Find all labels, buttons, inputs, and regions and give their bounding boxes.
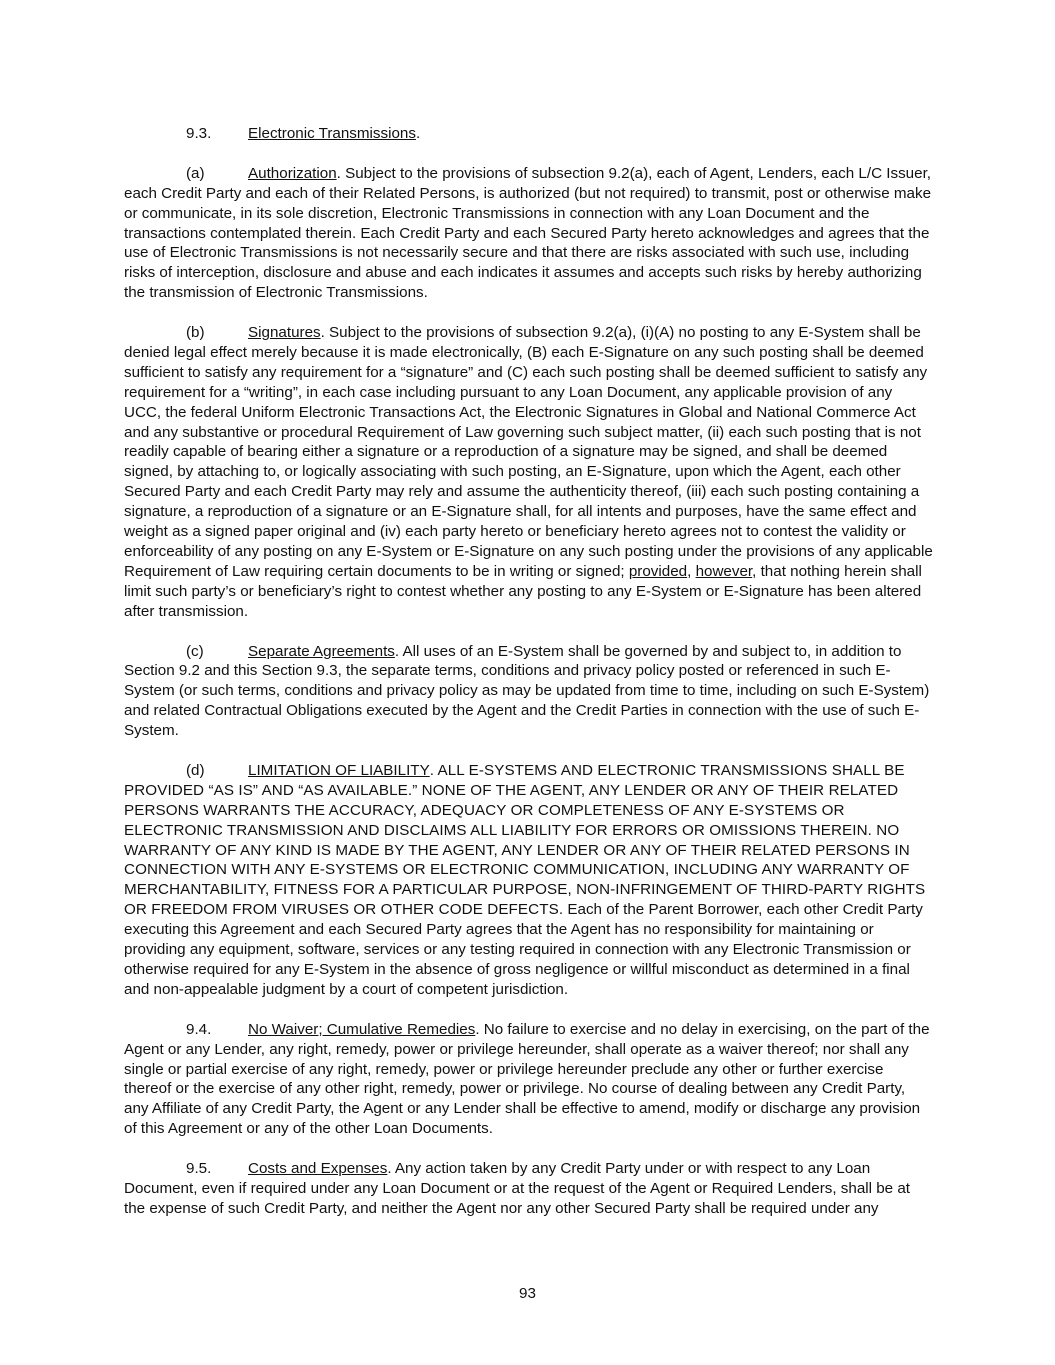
section-9-5: [124, 1159, 933, 1219]
paragraph-body-end: , that nothing herein shall limit such party’s or beneficiary’s right to contest whether any posting to any E-System or E-Signature has been altered after transmission.: [124, 562, 922, 620]
however-term: however: [695, 562, 753, 580]
paragraph-a: [124, 164, 933, 303]
section-number: 9.5.: [186, 1160, 212, 1178]
comma: ,: [687, 562, 696, 580]
paragraph-title: Authorization: [248, 164, 337, 182]
section-title: No Waiver; Cumulative Remedies: [248, 1020, 476, 1038]
paragraph-c: [124, 642, 933, 742]
paragraph-body: Each of the Parent Borrower, each other Credit Party executing this Agreement and each Secured Party agrees that the Agent has no responsibility for maintaining or providing any equipment, software, services or any testing required in connection with any Electronic Transmission or otherwise required for any E-System in the absence of gross negligence or willful misconduct as determined in a final and non-appealable judgment by a court of competent jurisdiction.: [124, 901, 923, 998]
section-body: . Any action taken by any Credit Party under or with respect to any Loan Document, even if required under any Loan Document or at the request of the Agent or Required Lenders, shall be at the expense of such Credit Party, and neither the Agent nor any other Secured Party shall be required under any: [124, 1160, 911, 1217]
paragraph-title: Separate Agreements: [248, 642, 395, 660]
page-number: 93: [519, 1285, 536, 1302]
section-9-3-heading: [124, 124, 933, 144]
section-number: 9.3.: [186, 125, 212, 142]
provided-term: provided: [628, 562, 688, 580]
paragraph-label: (a): [186, 164, 205, 182]
section-title: Costs and Expenses: [248, 1160, 388, 1178]
disclaimer-caps: . ALL E-SYSTEMS AND ELECTRONIC TRANSMISSIONS SHALL BE PROVIDED “AS IS” AND “AS AVAILABLE.” NONE OF THE AGENT, ANY LENDER OR ANY OF THEIR RELATED PERSONS WARRANTS THE ACCURACY, ADEQUACY OR COMPLETENESS OF ANY E-SYSTEMS OR ELECTRONIC TRANSMISSION AND DISCLAIMS ALL LIABILITY FOR ERRORS OR OMISSIONS THEREIN. NO WARRANTY OF ANY KIND IS MADE BY THE AGENT, ANY LENDER OR ANY OF THEIR RELATED PERSONS IN CONNECTION WITH ANY E-SYSTEMS OR ELECTRONIC COMMUNICATION, INCLUDING ANY WARRANTY OF MERCHANTABILITY, FITNESS FOR A PARTICULAR PURPOSE, NON-INFRINGEMENT OF THIRD-PARTY RIGHTS OR FREEDOM FROM VIRUSES OR OTHER CODE DEFECTS.: [124, 761, 926, 919]
paragraph-label: (b): [186, 324, 205, 342]
section-body: . No failure to exercise and no delay in exercising, on the part of the Agent or any Lender, any right, remedy, power or privilege hereunder, shall operate as a waiver thereof; nor shall any single or partial exercise of any right, remedy, power or privilege hereunder preclude any other or further exercise thereof or the exercise of any other right, remedy, power or privilege. No course of dealing between any Credit Party, any Affiliate of any Credit Party, the Agent or any Lender shall be effective to amend, modify or discharge any provision of this Agreement or any of the other Loan Documents.: [124, 1020, 930, 1138]
paragraph-title: LIMITATION OF LIABILITY: [248, 761, 430, 779]
paragraph-body: . Subject to the provisions of subsection 9.2(a), (i)(A) no posting to any E-System shall be denied legal effect merely because it is made electronically, (B) each E-Signature on any such posting shall be deemed sufficient to satisfy any requirement for a “signature” and (C) each such posting shall be deemed sufficient to satisfy any requirement for a “writing”, in each case including pursuant to any Loan Document, any applicable provision of any UCC, the federal Uniform Electronic Transactions Act, the Electronic Signatures in Global and National Commerce Act and any substantive or procedural Requirement of Law governing such subject matter, (ii) each such posting that is not readily capable of bearing either a signature or a reproduction of a signature may be signed, and shall be deemed signed, by attaching to, or logically associating with such posting, an E-Signature, upon which the Agent, each other Secured Party and each Credit Party may rely and assume the authenticity thereof, (iii) each such posting containing a signature, a reproduction of a signature or an E-Signature shall, for all intents and purposes, have the same effect and weight as a signed paper original and (iv) each party hereto or beneficiary hereto agrees not to contest the validity or enforceability of any posting on any E-System or E-Signature on any such posting under the provisions of any applicable Requirement of Law requiring certain documents to be in writing or signed;: [124, 324, 933, 580]
section-title-punct: .: [415, 125, 421, 142]
paragraph-label: (d): [186, 761, 205, 779]
section-9-4: [124, 1020, 933, 1139]
paragraph-body: . All uses of an E-System shall be governed by and subject to, in addition to Section 9.2 and this Section 9.3, the separate terms, conditions and privacy policy posted or referenced in such E-System (or such terms, conditions and privacy policy as may be updated from time to time, including on such E-System) and related Contractual Obligations executed by the Agent and the Credit Parties in connection with the use of such E-System.: [124, 642, 930, 740]
section-title: Electronic Transmissions: [248, 125, 416, 142]
paragraph-title: Signatures: [248, 324, 321, 342]
paragraph-label: (c): [186, 642, 204, 660]
paragraph-d: [124, 761, 933, 1000]
paragraph-b: [124, 323, 933, 622]
paragraph-body: . Subject to the provisions of subsection 9.2(a), each of Agent, Lenders, each L/C Issuer, each Credit Party and each of their Related Persons, is authorized (but not required) to transmit, post or otherwise make or communicate, in its sole discretion, Electronic Transmissions in connection with any Loan Document and the transactions contemplated therein. Each Credit Party and each Secured Party hereto acknowledges and agrees that the use of Electronic Transmissions is not necessarily secure and that there are risks associated with such use, including risks of interception, disclosure and abuse and each indicates it assumes and accepts such risks by hereby authorizing the transmission of Electronic Transmissions.: [124, 164, 932, 302]
section-number: 9.4.: [186, 1020, 212, 1038]
